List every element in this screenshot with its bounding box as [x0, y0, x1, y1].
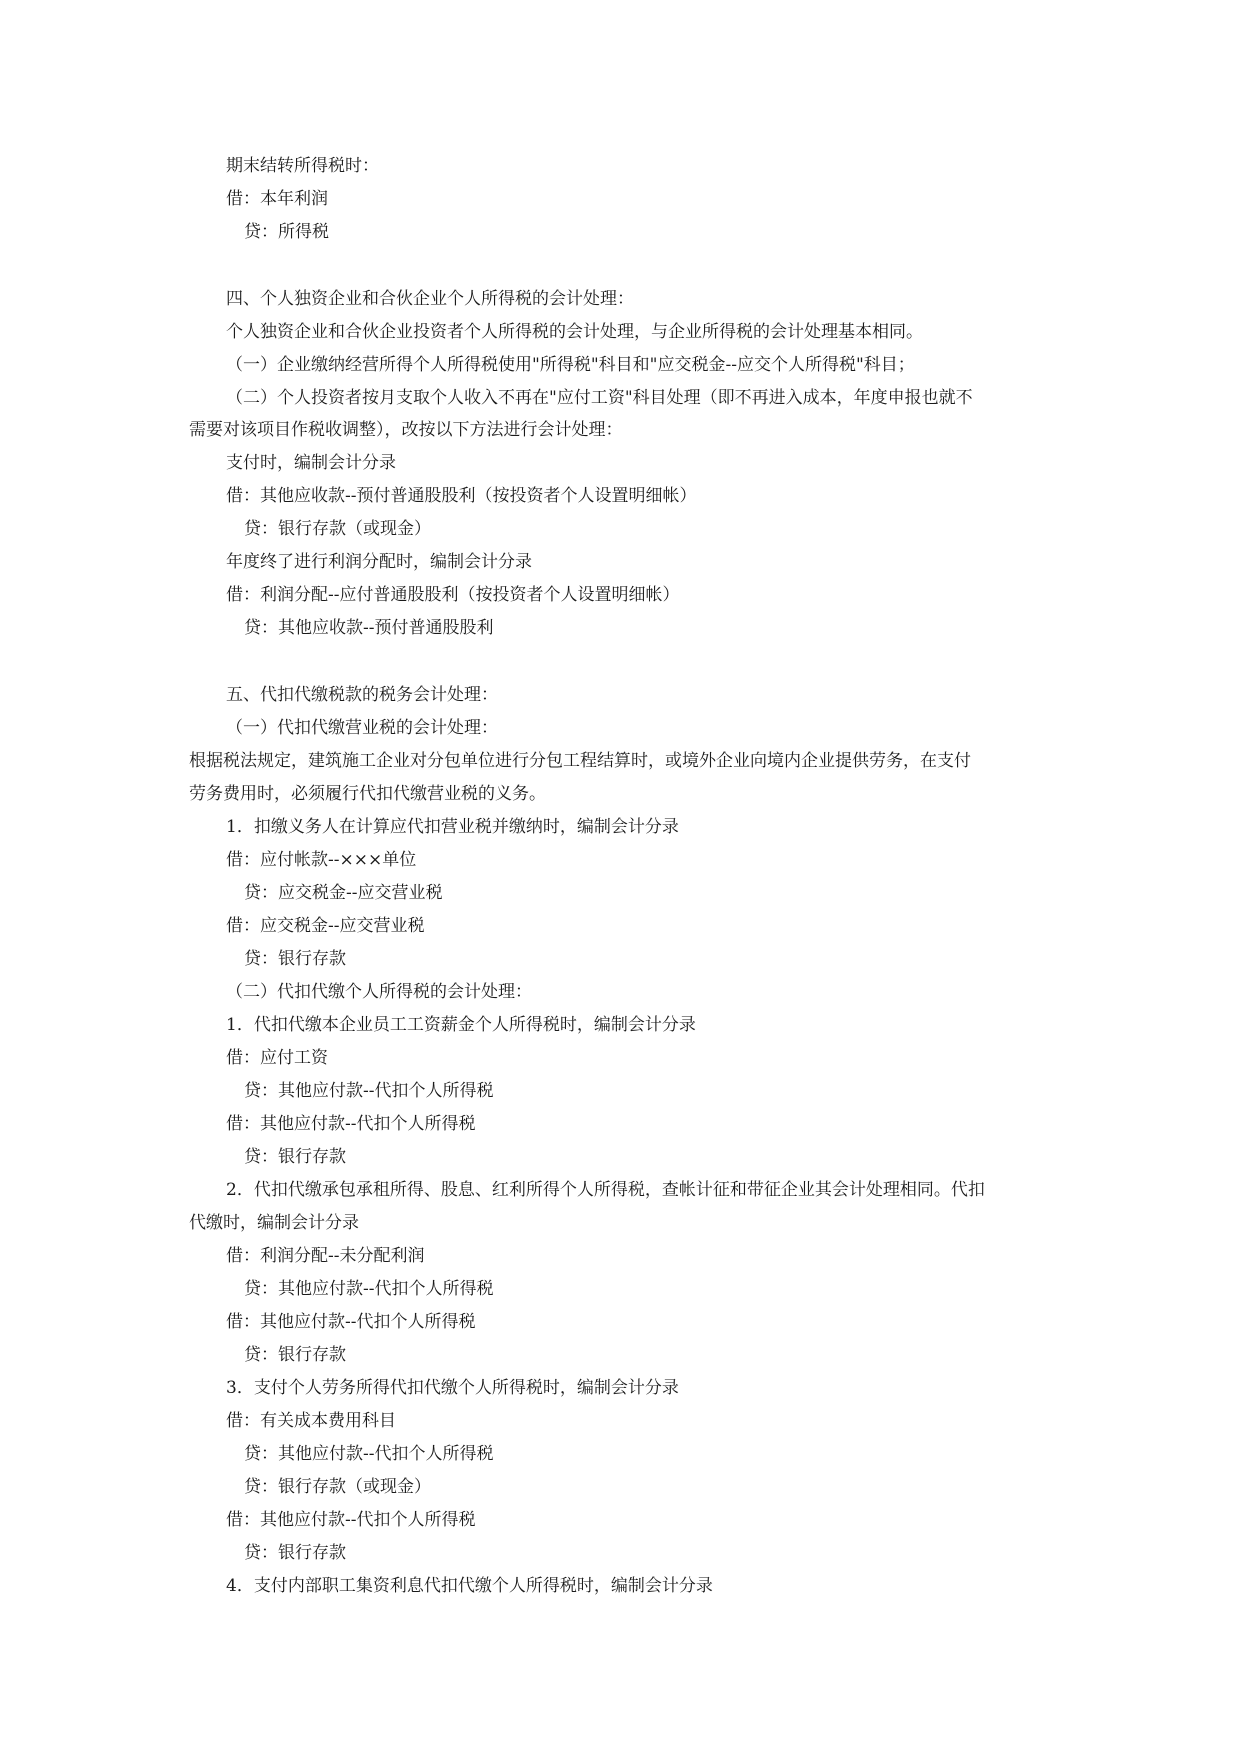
- text-line: 贷：其他应付款--代扣个人所得税: [244, 1444, 494, 1464]
- text-line: 借：其他应付款--代扣个人所得税: [226, 1312, 476, 1332]
- text-line: 3．支付个人劳务所得代扣代缴个人所得税时，编制会计分录: [226, 1378, 679, 1398]
- text-line: 期末结转所得税时：: [226, 156, 379, 176]
- text-line: 代缴时，编制会计分录: [189, 1213, 359, 1233]
- text-line: 贷：银行存款（或现金）: [244, 519, 431, 539]
- text-line: 借：利润分配--未分配利润: [226, 1246, 425, 1266]
- text-line: 借：本年利润: [226, 189, 328, 209]
- text-line: 劳务费用时，必须履行代扣代缴营业税的义务。: [189, 784, 546, 804]
- text-line: 2．代扣代缴承包承租所得、股息、红利所得个人所得税，查帐计征和带征企业其会计处理相同。代扣: [226, 1180, 985, 1200]
- text-line: 贷：银行存款: [244, 1345, 346, 1365]
- text-line: 借：其他应收款--预付普通股股利（按投资者个人设置明细帐）: [226, 486, 697, 506]
- text-line: 贷：其他应付款--代扣个人所得税: [244, 1081, 494, 1101]
- text-line: 贷：银行存款: [244, 1543, 346, 1563]
- text-line: （一）企业缴纳经营所得个人所得税使用"所得税"科目和"应交税金--应交个人所得税"科目；: [226, 355, 915, 375]
- text-line: 借：应付帐款--×××单位: [226, 850, 417, 870]
- text-line: 借：其他应付款--代扣个人所得税: [226, 1114, 476, 1134]
- text-line: （一）代扣代缴营业税的会计处理：: [226, 718, 498, 738]
- section-heading: 四、个人独资企业和合伙企业个人所得税的会计处理：: [226, 289, 634, 309]
- text-line: 1．代扣代缴本企业员工工资薪金个人所得税时，编制会计分录: [226, 1015, 696, 1035]
- text-line: 贷：银行存款（或现金）: [244, 1477, 431, 1497]
- text-line: 贷：所得税: [244, 222, 329, 242]
- text-line: 需要对该项目作税收调整），改按以下方法进行会计处理：: [189, 420, 623, 440]
- section-heading: 五、代扣代缴税款的税务会计处理：: [226, 685, 498, 705]
- text-line: 借：其他应付款--代扣个人所得税: [226, 1510, 476, 1530]
- text-line: 借：应付工资: [226, 1048, 328, 1068]
- text-line: 借：利润分配--应付普通股股利（按投资者个人设置明细帐）: [226, 585, 680, 605]
- text-line: 贷：其他应收款--预付普通股股利: [244, 618, 494, 638]
- text-line: 借：应交税金--应交营业税: [226, 916, 425, 936]
- text-line: 贷：应交税金--应交营业税: [244, 883, 443, 903]
- text-line: 贷：银行存款: [244, 1147, 346, 1167]
- text-line: 年度终了进行利润分配时，编制会计分录: [226, 552, 532, 572]
- text-line: 根据税法规定，建筑施工企业对分包单位进行分包工程结算时，或境外企业向境内企业提供劳务，在支付: [189, 751, 971, 771]
- text-line: 1．扣缴义务人在计算应代扣营业税并缴纳时，编制会计分录: [226, 817, 679, 837]
- text-line: 4．支付内部职工集资利息代扣代缴个人所得税时，编制会计分录: [226, 1576, 713, 1596]
- text-line: （二）个人投资者按月支取个人收入不再在"应付工资"科目处理（即不再进入成本，年度申报也就不: [226, 388, 973, 408]
- text-line: （二）代扣代缴个人所得税的会计处理：: [226, 982, 532, 1002]
- text-line: 贷：银行存款: [244, 949, 346, 969]
- text-line: 贷：其他应付款--代扣个人所得税: [244, 1279, 494, 1299]
- text-line: 支付时，编制会计分录: [226, 453, 396, 473]
- text-line: 借：有关成本费用科目: [226, 1411, 396, 1431]
- text-line: 个人独资企业和合伙企业投资者个人所得税的会计处理，与企业所得税的会计处理基本相同。: [226, 322, 923, 342]
